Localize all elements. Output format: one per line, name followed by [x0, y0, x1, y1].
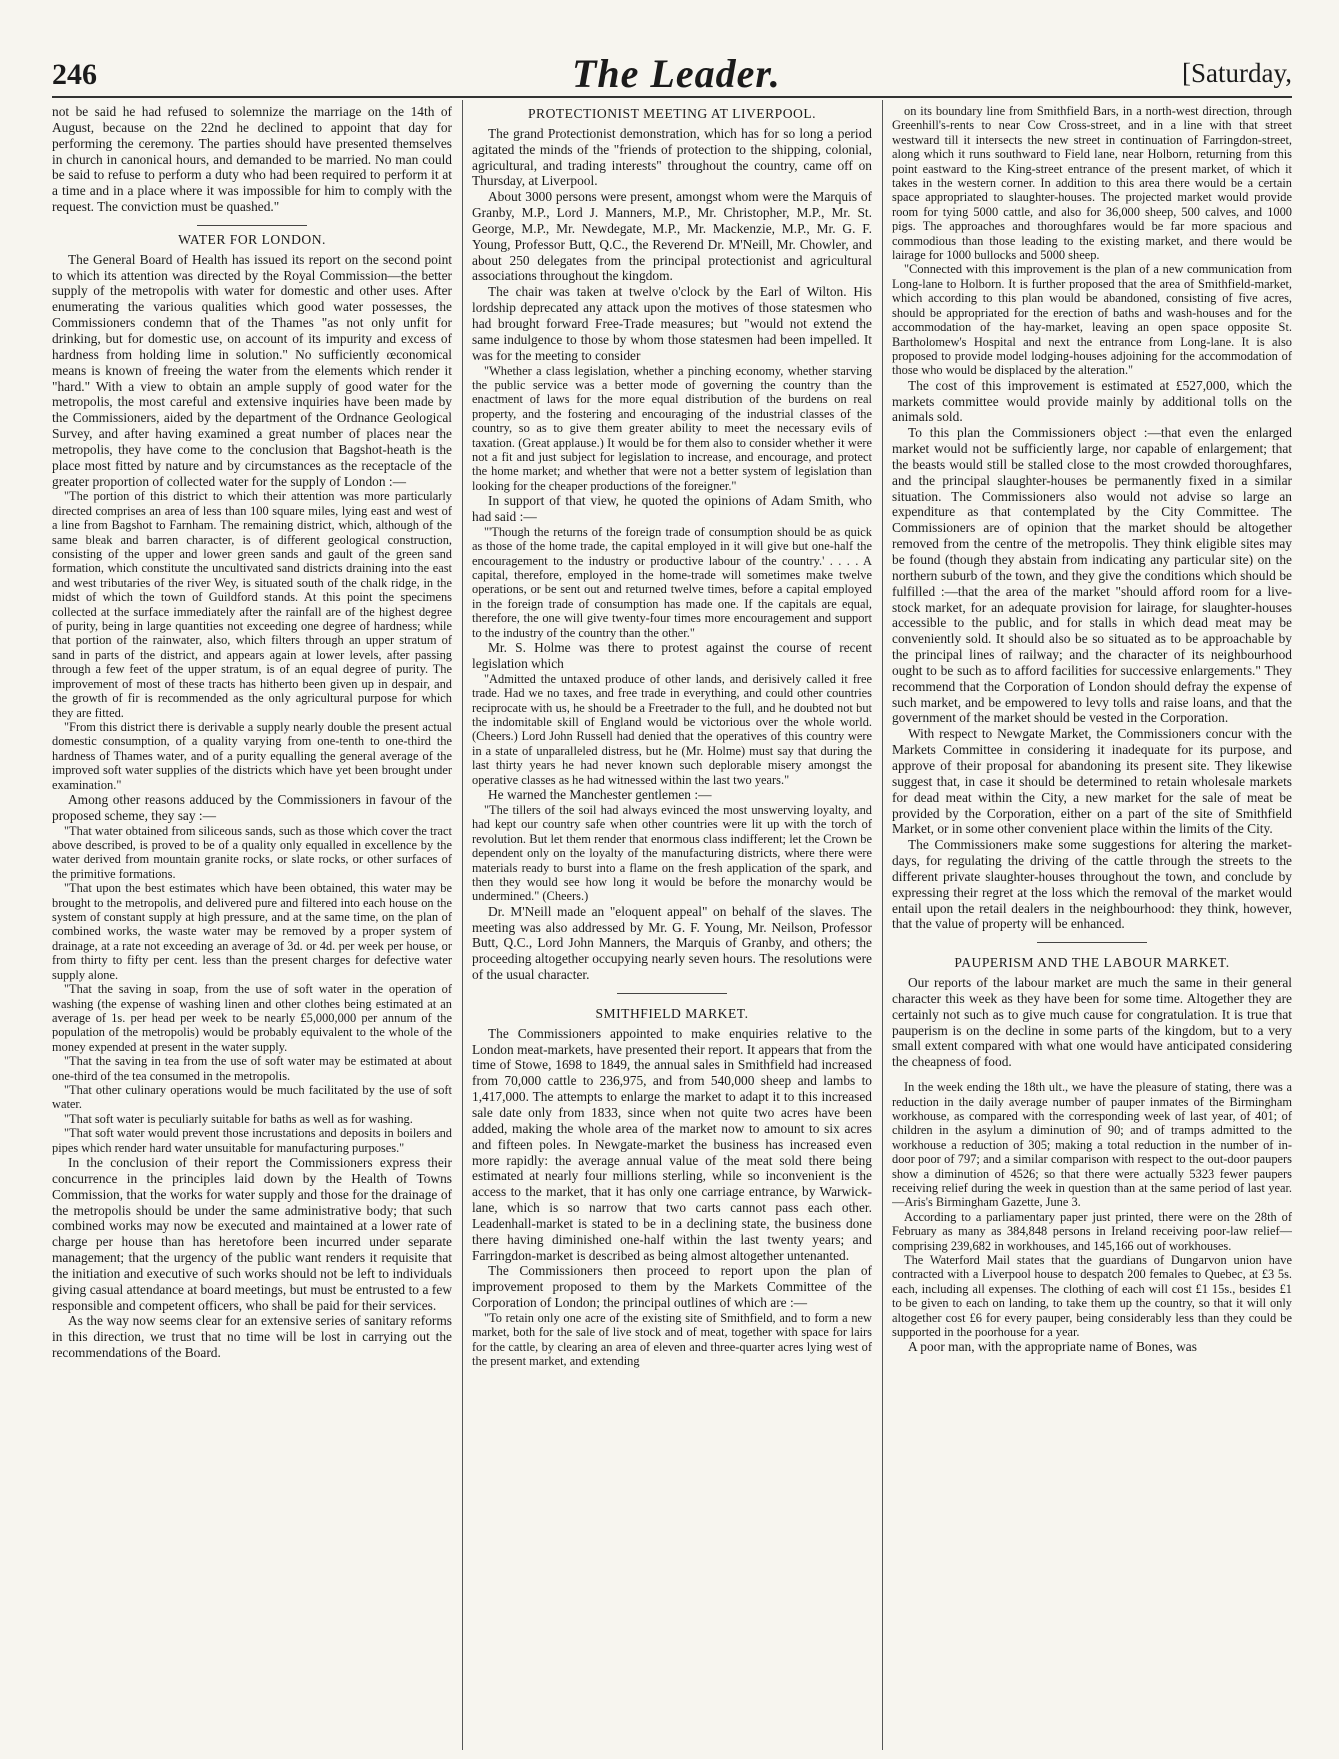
quote-paragraph: on its boundary line from Smithfield Bars, in a north-west direction, through Greenhill's-rents to near Cow Cross-street, and in a line with that street westward till it intersects the new street in continuation of Farringdon-street, along which it runs southward to Field lane, near Holborn, returning from this point eastward to the King-street entrance of the present market, of which it takes in the western corner. In addition to this area there would be a certain space appropriated to slaughter-houses. The projected market would provide room for tying 5000 cattle, and also for 36,000 sheep, 500 calves, and 1000 pigs. The approaches and thoroughfares would be far more spacious and commodious than those leading to the existing market, and there would be lairage for 1000 bullocks and 5000 sheep. — [892, 104, 1292, 263]
paragraph: In support of that view, he quoted the opinions of Adam Smith, who had said :— — [472, 493, 872, 524]
paragraph: He warned the Manchester gentlemen :— — [488, 787, 712, 803]
paragraph: With respect to Newgate Market, the Commissioners concur with the Markets Committee in considering it inadequate for its purpose, and approve of their proposal for abandoning its present site. They likewise suggest that, in case it should be determined to retain wholesale markets for dead meat within the City, a new market for the sale of meat be provided by the Corporation, either on a part of the site of Smithfield Market, or in some other convenient place within the limits of the City. — [892, 726, 1292, 837]
quote-paragraph: "To retain only one acre of the existing site of Smithfield, and to form a new market, both for the sale of live stock and of meat, together with space for lairs for the cattle, by clearing an area of eleven and three-quarter acres lying west of the present market, and extending — [472, 1310, 872, 1369]
column-3 — [892, 104, 1292, 1744]
quote-paragraph: "That the saving in soap, from the use of soft water in the operation of washing (the expense of washing linen and other clothes being estimated at an average of 1s. per head per week to be nearly £5,000,000 per annum of the population of the metropolis) would be probably equivalent to the whole of the money expended at present in the water supply. — [52, 982, 452, 1054]
quote-paragraph: "Admitted the untaxed produce of other lands, and derisively called it free trade. Had we no taxes, and free trade in everything, and could other countries reciprocate with us, he should be a Freetrader to the full, and he doubted not but the indomitable skill of England would be victorious over the whole world. (Cheers.) Lord John Russell had denied that the operatives of this country were in a state of unparalleled distress, but he (Mr. Holme) must say that during the last thirty years he had never known such deplorable misery amongst the operative classes as he had witnessed within the last two years." — [472, 671, 872, 787]
masthead — [52, 50, 1292, 96]
quote-paragraph: According to a parliamentary paper just printed, there were on the 28th of February as many as 384,848 persons in Ireland receiving poor-law relief—comprising 239,682 in workhouses, and 145,166 out of workhouses. — [892, 1209, 1292, 1253]
paragraph: Our reports of the labour market are much the same in their general character this week as they have been for some time. Altogether they are certainly not such as to give much cause for congratulation. It is true that pauperism is on the decline in some parts of the kingdom, but to a very small extent compared with what one would have anticipated considering the cheapness of food. — [892, 975, 1292, 1070]
paragraph: The General Board of Health has issued its report on the second point to which its attention was directed by the Royal Commission—the better supply of the metropolis with water for domestic and other uses. After enumerating the various qualities which good water possesses, the Commissioners condemn that of the Thames "as not only unfit for drinking, but for domestic use, on account of its impurity and excess of hardness from holding lime in solution." No sufficiently œconomical means is known of freeing the water from the elements which render it "hard." With a view to obtain an ample supply of good water for the metropolis, the most careful and extensive inquiries have been made by the Commissioners, aided by the department of the Ordnance Geological Survey, and after having examined a great number of places near the metropolis, they have come to the conclusion that Bagshot-heath is the place most fitted by nature and by circumstances as the receptacle of the greater proportion of collected water for the supply of London :— — [52, 251, 452, 489]
column-2 — [472, 104, 872, 1744]
header-rule — [52, 96, 1292, 98]
heading-protectionist-meeting: PROTECTIONIST MEETING AT LIVERPOOL. — [527, 106, 817, 121]
quote-paragraph: "Connected with this improvement is the plan of a new communication from Long-lane to Holborn. It is further proposed that the area of Smithfield-market, which according to this plan would be abandoned, consisting of five acres, should be appropriated for the erection of baths and wash-houses and for the accommodation of the hay-market, leaving an open space opposite St. Bartholomew's Hospital and next the entrance from Long-lane. It is also proposed to provide model lodging-houses adjoining for the accommodation of those who would be displaced by the alteration." — [892, 262, 1292, 378]
paragraph: To this plan the Commissioners object :—that even the enlarged market would not be sufficiently large, nor capable of enlargement; that the beasts would still be stalled close to the most crowded thoroughfares, and the principal slaughter-houses be permanently fixed in a similar situation. The Commissioners also would not advise so large an expenditure as that contemplated by the City Committee. The Commissioners are of opinion that the market should be altogether removed from the centre of the metropolis. They think eligible sites may be found (though they abstain from indicating any particular site) on the northern suburb of the town, and they give the conditions which should be fulfilled :—that the area of the market "should afford room for a live-stock market, for an adequate provision for lairage, for slaughter-houses accessible to the public, and for stalls in which dead meat may be conveniently sold. It should also be so situated as to be approachable by the principal lines of railway; and the character of its neighbourhood ought to be such as to afford facilities for successive enlargements." They recommend that the Corporation of London should defray the expense of such market, and be empowered to levy tolls and raise loans, and that the government of the market should be vested in the Corporation. — [892, 425, 1292, 726]
quote-paragraph: "That the saving in tea from the use of soft water may be estimated at about one-third of the tea consumed in the metropolis. — [52, 1054, 452, 1083]
quote-paragraph: "That upon the best estimates which have been obtained, this water may be brought to the metropolis, and delivered pure and filtered into each house on the system of constant supply at high pressure, and at the same time, on the plan of combined works, the waste water may be removed by a proper system of drainage, at a rate not exceeding an average of 3d. or 4d. per week per house, or from thirty to fifty per cent. less than the present charges for defective water supply alone. — [52, 881, 452, 982]
quote-paragraph: "The tillers of the soil had always evinced the most unswerving loyalty, and had kept our country safe when other countries were lit up with the torch of revolution. But let them render that enormous class indifferent; let the Crown be dependent only on the loyalty of the manufacturing districts, where there were materials ready to burst into a flame on the fresh application of the spark, and then they would see how long it would be before the monarchy would be undermined." (Cheers.) — [472, 802, 872, 904]
paragraph: The chair was taken at twelve o'clock by the Earl of Wilton. His lordship deprecated any attack upon the motives of those statesmen who had brought forward Free-Trade measures; but "would not extend the same indulgence to those by whom those statesmen had been impelled. It was for the meeting to consider — [472, 284, 872, 363]
paragraph: The Commissioners make some suggestions for altering the market-days, for regulating the driving of the cattle through the streets to the different private slaughter-houses throughout the town, and conclude by expressing their regret at the loss which the removal of the market would entail upon the retail dealers in the neighbourhood: they think, however, that the value of property will be enhanced. — [892, 837, 1292, 932]
quote-paragraph: The Waterford Mail states that the guardians of Dungarvon union have contracted with a Liverpool house to despatch 200 females to Quebec, at £3 5s. each, including all expenses. The clothing of each will cost £1 15s., besides £1 to be given to each on landing, to take them up the country, so that it will only altogether cost £6 for every pauper, being considerably less than they could be supported in the poorhouse for a year. — [892, 1253, 1292, 1340]
paragraph: The cost of this improvement is estimated at £527,000, which the markets committee would provide mainly by additional tolls on the animals sold. — [892, 377, 1292, 425]
page-number: 246 — [52, 58, 97, 91]
paragraph: Dr. M'Neill made an "eloquent appeal" on behalf of the slaves. The meeting was also addressed by Mr. G. F. Young, Mr. Neilson, Professor Butt, Q.C., Lord John Manners, the Marquis of Granby, and others; the proceeding altogether occupying nearly seven hours. The resolutions were of the usual character. — [472, 903, 872, 983]
section-rule — [617, 993, 727, 994]
paragraph: A poor man, with the appropriate name of Bones, was — [908, 1339, 1197, 1355]
paragraph: As the way now seems clear for an extensive series of sanitary reforms in this direction, we trust that no time will be lost in carrying out the recommendations of the Board. — [52, 1313, 452, 1361]
paragraph: The grand Protectionist demonstration, which has for so long a period agitated the minds of the "friends of protection to the shipping, colonial, agricultural, and trading interests" throughout the country, came off on Thursday, at Liverpool. — [472, 125, 872, 189]
section-rule — [1037, 942, 1147, 943]
quote-paragraph: "That water obtained from siliceous sands, such as those which cover the tract above described, is proved to be of a quality only equalled in excellence by the water derived from mountain granite rocks, or slate rocks, or other surfaces of the primitive formations. — [52, 823, 452, 881]
paragraph: In the conclusion of their report the Commissioners express their concurrence in the principles laid down by the Health of Towns Commission, that the works for water supply and those for the drainage of the metropolis should be under the same administrative body; that such combined works may now be executed and maintained at a lower rate of charge per house than has heretofore been incurred under separate management; that the urgency of the public want renders it requisite that the initiation and executive of such works should not be left to individuals giving casual attendance at board meetings, but must be entrusted to a few responsible and competent officers, who shall be paid for their services. — [52, 1154, 452, 1313]
paragraph: not be said he had refused to solemnize the marriage on the 14th of August, because on the 22nd he declined to appoint that day for performing the ceremony. The parties should have presented themselves in church in canonical hours, and demanded to be married. No man could be said to refuse to perform a duty who had been required to perform it at a time and in a place where it was impossible for him to comply with the request. The conviction must be quashed." — [52, 104, 452, 215]
paragraph: About 3000 persons were present, amongst whom were the Marquis of Granby, M.P., Lord J. Manners, M.P., Mr. Christopher, M.P., Mr. St. George, M.P., Mr. Newdegate, M.P., Mr. Mackenzie, M.P., Mr. G. F. Young, Professor Butt, Q.C., the Reverend Dr. M'Neill, Mr. Chowler, and about 250 delegates from the principal protectionist and agricultural associations throughout the kingdom. — [472, 189, 872, 284]
quote-paragraph: "That other culinary operations would be much facilitated by the use of soft water. — [52, 1082, 452, 1112]
paragraph: The Commissioners then proceed to report upon the plan of improvement proposed to them by the Markets Committee of the Corporation of London; the principal outlines of which are :— — [472, 1263, 872, 1311]
newspaper-title: The Leader. — [572, 51, 781, 96]
quote-paragraph: "'Though the returns of the foreign trade of consumption should be as quick as those of the home trade, the capital employed in it will give but one-half the encouragement to the industry or productive labour of the country.' . . . . A capital, therefore, employed in the home-trade will sometimes make twelve operations, or be sent out and returned twelve times, before a capital employed in the foreign trade of consumption has made one. If the capitals are equal, therefore, the one will give twenty-four times more encouragement and support to the industry of the country than the other." — [472, 524, 872, 640]
paragraph: Mr. S. Holme was there to protest against the course of recent legislation which — [472, 640, 872, 671]
section-rule — [197, 225, 307, 226]
column-1 — [52, 104, 452, 1744]
paragraph: Among other reasons adduced by the Commissioners in favour of the proposed scheme, they say :— — [52, 791, 452, 823]
quote-paragraph: "The portion of this district to which their attention was more particularly directed comprises an area of less than 100 square miles, lying east and west of a line from Bagshot to Farnham. The remaining district, which, although of the same bleak and barren character, is of different geological construction, consisting of the upper and lower green sands and gault of the green sand formation, which constitute the uncultivated sand districts draining into the east and west tributaries of the river Wey, is situated south of the chalk ridge, in the midst of which the town of Guildford stands. At this point the specimens collected at the surface immediately after the rainfall are of the highest degree of purity, being in large quantities not exceeding one degree of hardness; while that portion of the rainwater, also, which filters through an upper stratum of sand in parts of the district, and appears again at lower levels, after passing through a few feet of the upper stratum, is of an equal degree of purity. The improvement of most of these tracts has hitherto been given up in despair, and the growth of fir is recommended as the only agricultural purpose for which they are fitted. — [52, 489, 452, 720]
quote-paragraph: "That soft water is peculiarly suitable for baths as well as for washing. — [64, 1111, 413, 1126]
column-divider — [882, 100, 883, 1750]
quote-paragraph: "From this district there is derivable a supply nearly double the present actual domestic consumption, of a quality varying from one-tenth to one-third the hardness of Thames water, and of a purity equalling the general average of the improved soft water supplies of the districts which have yet been brought under examination." — [52, 719, 452, 792]
paragraph: The Commissioners appointed to make enquiries relative to the London meat-markets, have presented their report. It appears that from the time of Stowe, 1698 to 1849, the annual sales in Smithfield had increased from 70,000 cattle to 236,975, and from 540,000 sheep and lambs to 1,417,000. The attempts to enlarge the market to adapt it to this increased sale date only from 1833, since when not quite two acres have been added, making the whole area of the market now to amount to six acres and fifteen poles. In Newgate-market the business has increased even more rapidly: the average annual value of the meat sold there being estimated at nearly four millions sterling, while so inconvenient is the access to the market, that it has only one carriage entrance, by Warwick-lane, which is so narrow that two carts cannot pass each other. Leadenhall-market is stated to be in a declining state, the business done there having diminished one-half within the last twenty years; and Farringdon-market is described as being almost altogether untenanted. — [472, 1025, 872, 1263]
heading-water-for-london: WATER FOR LONDON. — [178, 231, 326, 247]
quote-paragraph: "Whether a class legislation, whether a pinching economy, whether starving the public service was a better mode of governing the country than the enactment of laws for the more equal distribution of the burdens on real property, and the fostering and encouraging of the industrial classes of the country, so as to give them greater ability to meet the necessary evils of taxation. (Great applause.) It would be for them also to consider whether it were not a fit and just subject for legislation to increase, and encourage, and protect the home market; and whether that were not a better system of legislation than looking for the cheaper productions of the foreigner." — [472, 363, 872, 493]
quote-paragraph: In the week ending the 18th ult., we have the pleasure of stating, there was a reduction in the daily average number of pauper inmates of the Birmingham workhouse, as compared with the corresponding week of last year, of 401; of children in the asylum a diminution of 90; and of tramps admitted to the workhouse a reduction of 305; making a total reduction in the number of in-door poor of 797; and a similar comparison with respect to the out-door paupers show a diminution of 4526; so that there were actually 5323 fewer paupers receiving relief during the week in question than at the same period of last year.—Aris's Birmingham Gazette, June 3. — [892, 1080, 1292, 1210]
heading-pauperism: PAUPERISM AND THE LABOUR MARKET. — [954, 955, 1230, 971]
issue-day: [Saturday, — [1182, 58, 1292, 88]
heading-smithfield-market: SMITHFIELD MARKET. — [595, 1005, 749, 1021]
quote-paragraph: "That soft water would prevent those incrustations and deposits in boilers and pipes which render hard water unsuitable for manufacturing purposes." — [52, 1126, 452, 1155]
column-divider — [462, 100, 463, 1750]
